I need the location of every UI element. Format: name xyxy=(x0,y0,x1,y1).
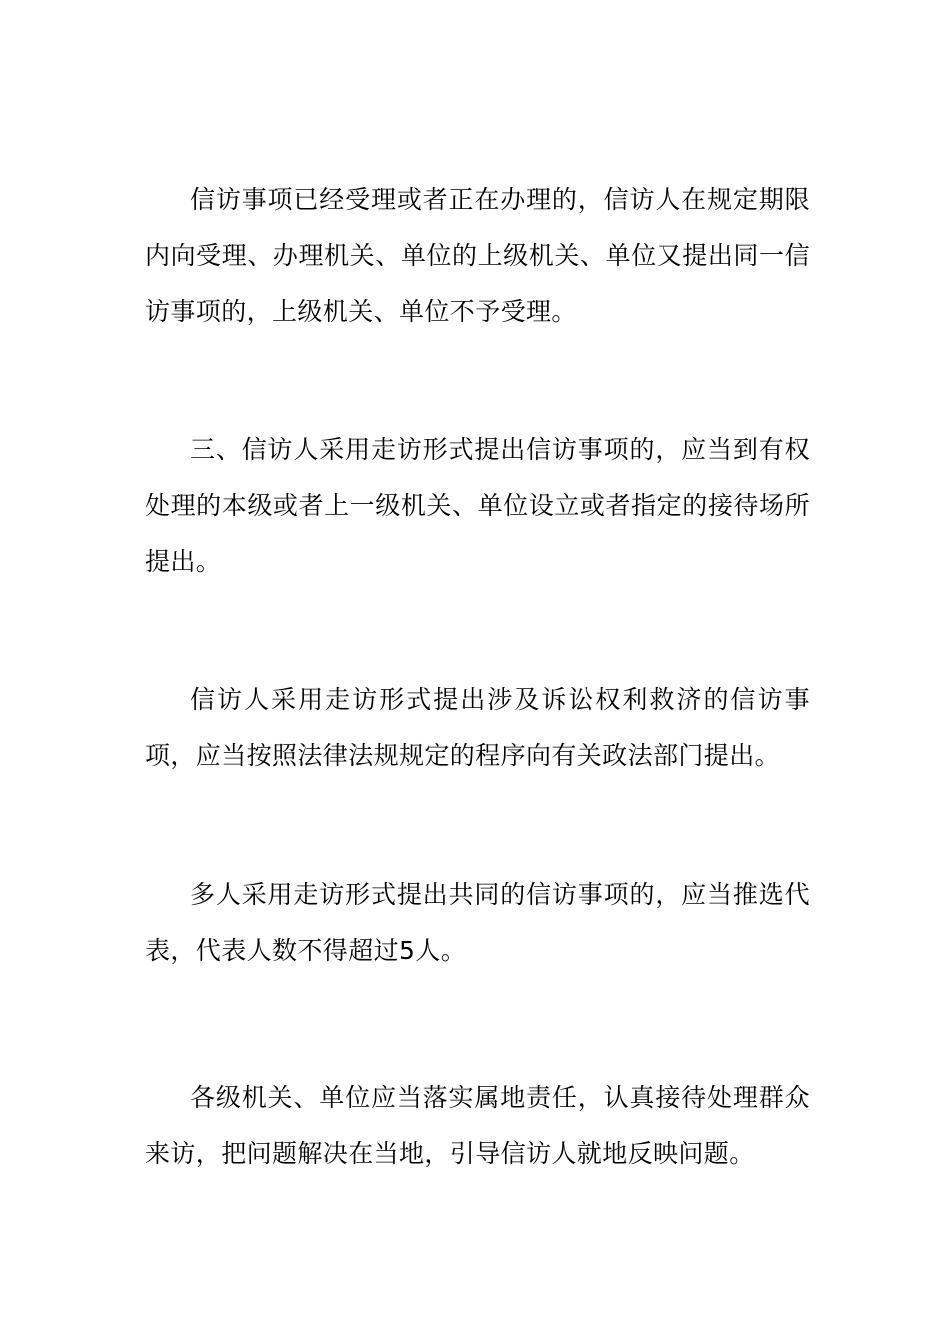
paragraph-5: 各级机关、单位应当落实属地责任，认真接待处理群众来访，把问题解决在当地，引导信访人就地反映问题。 xyxy=(145,1083,810,1168)
paragraph-4: 多人采用走访形式提出共同的信访事项的，应当推选代表，代表人数不得超过5人。 xyxy=(145,880,810,965)
paragraph-2: 三、信访人采用走访形式提出信访事项的，应当到有权处理的本级或者上一级机关、单位设立或者指定的接待场所提出。 xyxy=(145,435,810,576)
paragraph-1: 信访事项已经受理或者正在办理的，信访人在规定期限内向受理、办理机关、单位的上级机关、单位又提出同一信访事项的，上级机关、单位不予受理。 xyxy=(145,185,810,326)
paragraph-3: 信访人采用走访形式提出涉及诉讼权利救济的信访事项，应当按照法律法规规定的程序向有关政法部门提出。 xyxy=(145,685,810,770)
